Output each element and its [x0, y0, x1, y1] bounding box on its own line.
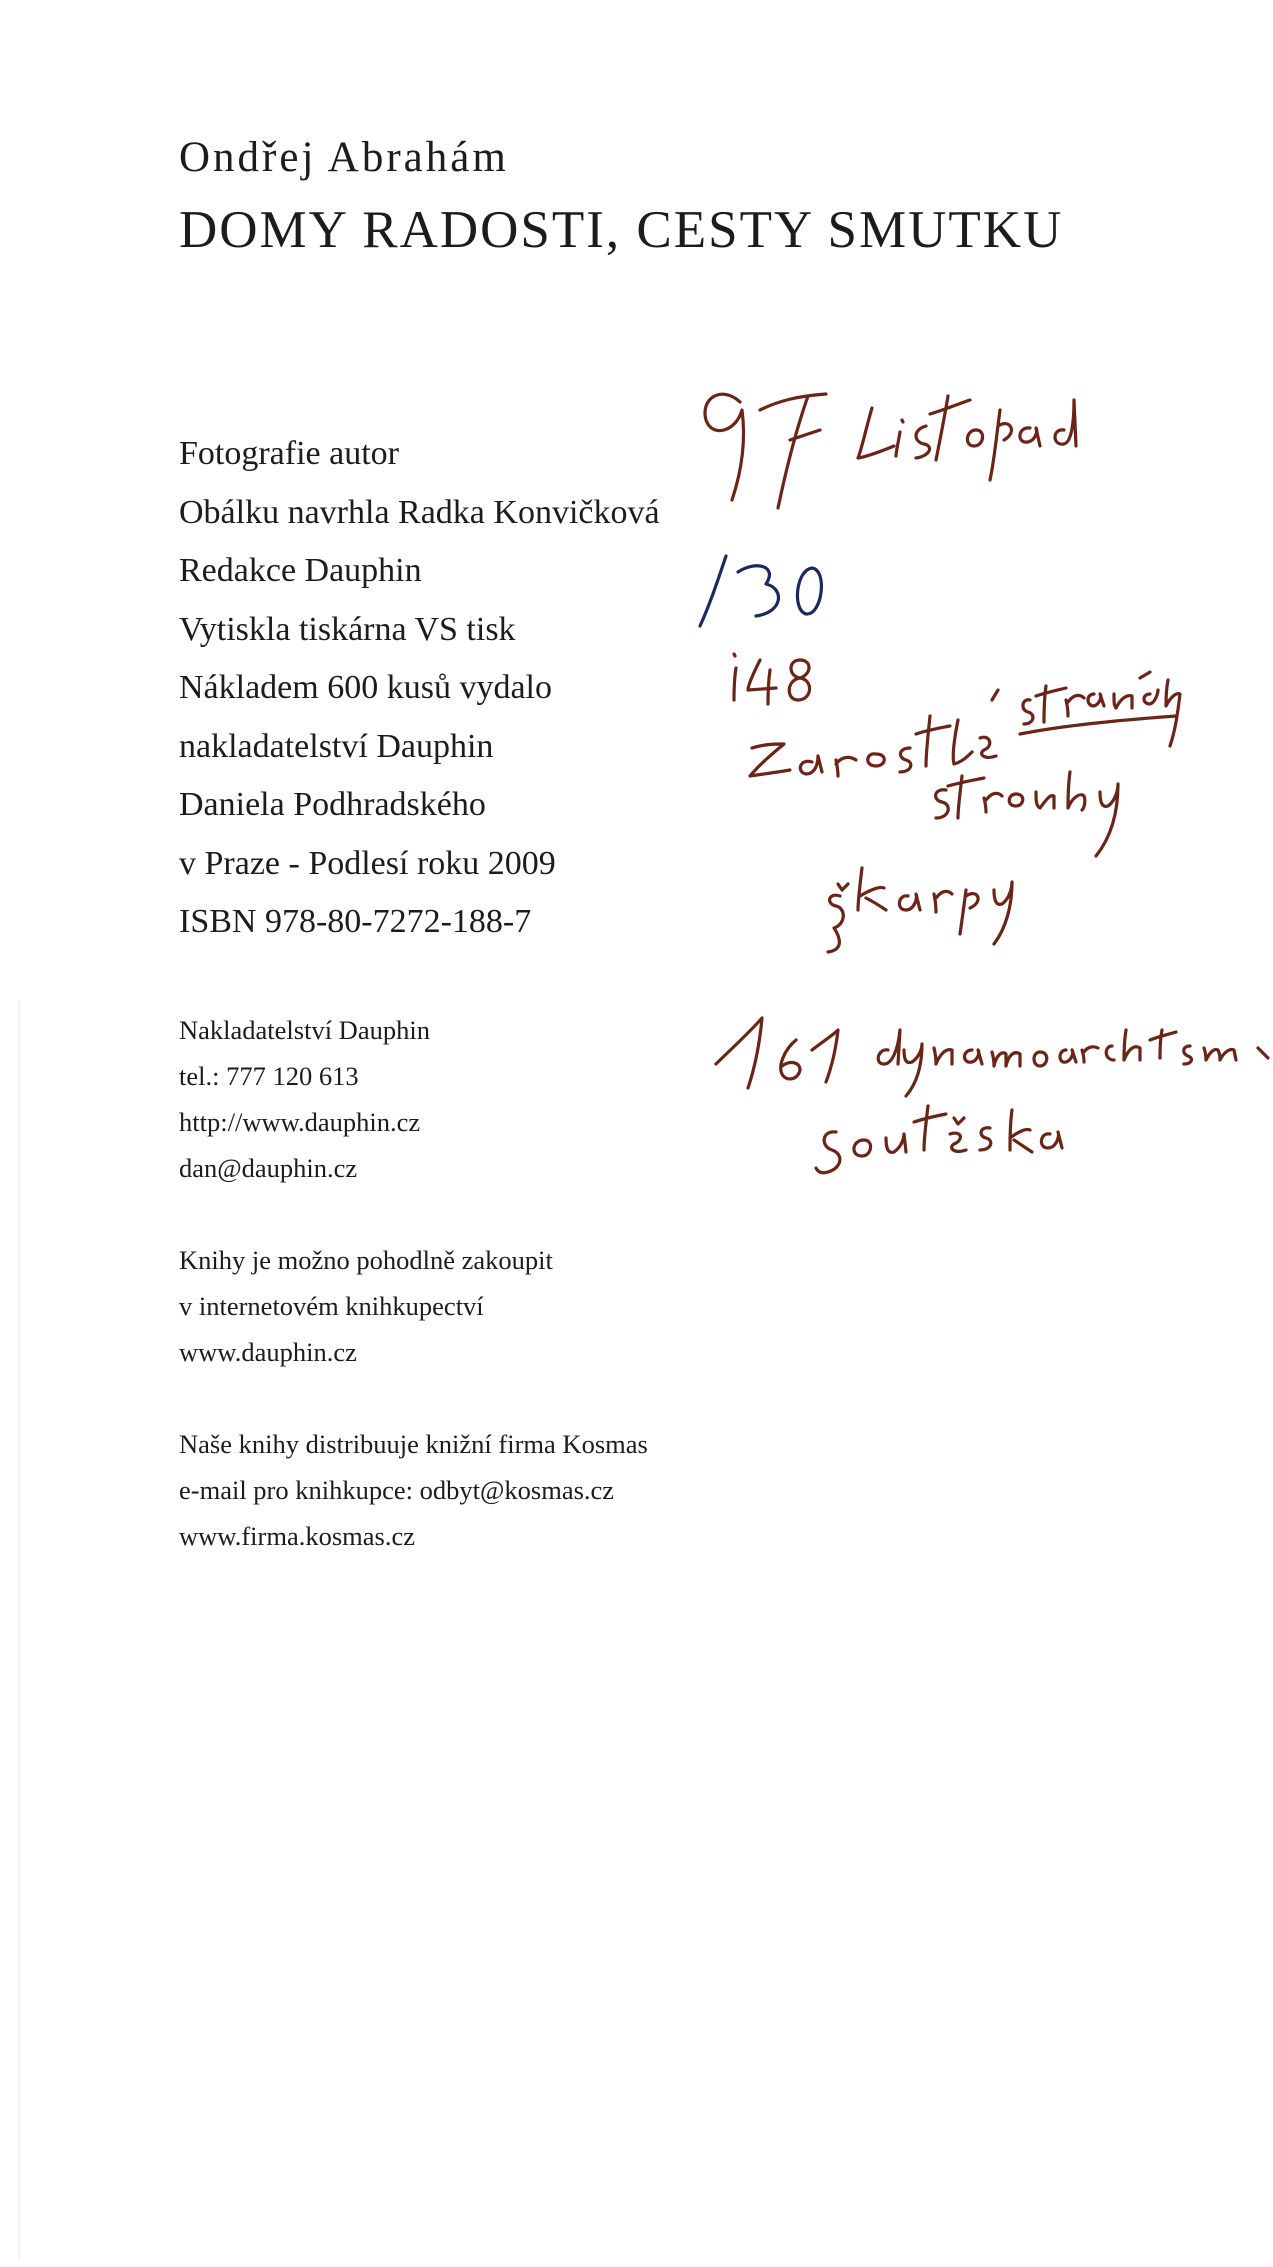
handwritten-148	[734, 654, 810, 704]
isbn: ISBN 978-80-7272-188-7	[179, 903, 532, 940]
distribution-email: e-mail pro knihkupce: odbyt@kosmas.cz	[179, 1475, 615, 1505]
purchase-url: www.dauphin.cz	[179, 1337, 357, 1367]
distribution-info	[179, 1421, 648, 1559]
publisher-phone: tel.: 777 120 613	[179, 1061, 359, 1091]
publisher-email: dan@dauphin.cz	[179, 1153, 358, 1183]
colophon-line: Obálku navrhla Radka Konvičková	[179, 493, 660, 531]
colophon-line: Fotografie autor	[179, 435, 399, 472]
publisher-contact	[179, 1007, 430, 1191]
colophon-line: Nákladem 600 kusů vydalo	[179, 669, 552, 706]
handwritten-dynamo-archism	[878, 1030, 1268, 1096]
colophon-line: v Praze - Podlesí roku 2009	[179, 844, 556, 882]
purchase-line: Knihy je možno pohodlně zakoupit	[179, 1245, 553, 1275]
author-name: Ondřej Abrahám	[179, 134, 509, 181]
publisher-website: http://www.dauphin.cz	[179, 1107, 421, 1137]
colophon-line: Vytiskla tiskárna VS tisk	[179, 610, 516, 648]
handwritten-souteska	[816, 1106, 1062, 1173]
page-gutter-shadow	[18, 1000, 20, 2260]
handwritten-strouzky	[936, 772, 1118, 856]
colophon	[179, 425, 660, 952]
purchase-line: v internetovém knihkupectví	[179, 1291, 484, 1321]
handwritten-listopad	[858, 396, 1076, 480]
publisher-name: Nakladatelství Dauphin	[179, 1015, 430, 1045]
colophon-line: Redakce Dauphin	[179, 552, 422, 589]
handwritten-skarpy	[828, 868, 1012, 952]
colophon-line: Daniela Podhradského	[179, 786, 486, 823]
handwritten-97	[705, 394, 826, 508]
handwritten-zarostle-strane	[750, 672, 1180, 776]
distribution-url: www.firma.kosmas.cz	[179, 1521, 415, 1551]
handwritten-130	[700, 556, 821, 626]
colophon-line: nakladatelství Dauphin	[179, 727, 494, 765]
purchase-info	[179, 1237, 553, 1375]
handwritten-161	[716, 1018, 838, 1088]
distribution-line: Naše knihy distribuuje knižní firma Kosmas	[179, 1429, 648, 1459]
book-title: DOMY RADOSTI, CESTY SMUTKU	[179, 201, 1064, 259]
